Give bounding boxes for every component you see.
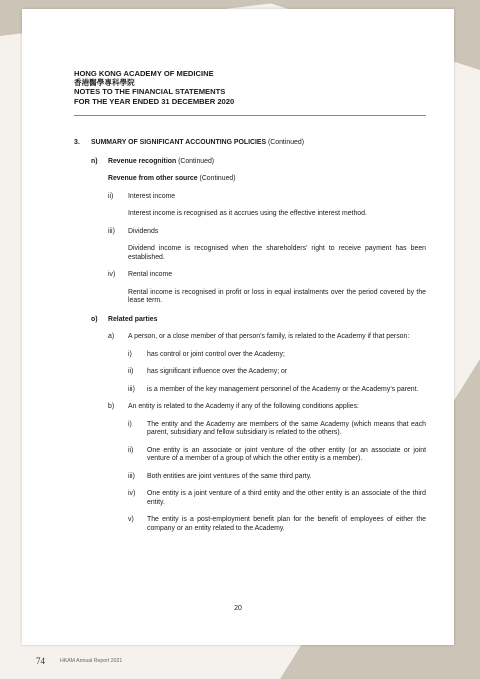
list-item [74, 333, 426, 342]
sub-list-item [74, 516, 426, 533]
policy-o-heading [74, 316, 426, 325]
report-page-number: 74 [36, 656, 45, 666]
sub-list-item [74, 421, 426, 438]
section-continued: (Continued) [268, 139, 305, 146]
policy-n-subheading [108, 175, 426, 184]
item-number: iii) [108, 227, 115, 235]
sub-item-number: iv) [128, 490, 136, 497]
item-text: An entity is related to the Academy if any of the following conditions applies: [128, 403, 359, 410]
sub-list-item [74, 490, 426, 507]
sub-list-item [74, 447, 426, 464]
policy-n-continued: (Continued) [178, 157, 215, 165]
sub-item-text: One entity is a joint venture of a third entity and the other entity is an associate of the third entity. [147, 490, 426, 506]
sub-item-text: The entity and the Academy are members of the same Academy (which means that each parent, subsidiary and fellow subsidiary is related to the others). [147, 420, 426, 436]
sub-list-item [74, 386, 426, 395]
report-title: HKAM Annual Report 2021 [60, 658, 123, 664]
sub-item-number: i) [128, 350, 132, 358]
document-page [22, 9, 454, 645]
list-item [74, 228, 426, 263]
section-number: 3. [74, 139, 80, 146]
sub-list-item [74, 368, 426, 377]
sub-list-item [74, 473, 426, 482]
sub-item-text: has significant influence over the Academy; or [147, 368, 288, 375]
subheading-title: Revenue from other source [108, 175, 198, 182]
list-item [74, 193, 426, 219]
sub-item-text: is a member of the key management personnel of the Academy or the Academy’s parent. [147, 385, 419, 393]
sub-item-number: v) [128, 516, 134, 523]
sub-item-text: The entity is a post-employment benefit plan for the benefit of employees of either the company or an entity related to the Academy. [147, 516, 426, 532]
policy-o-label: o) [91, 315, 98, 323]
sub-item-number: iii) [128, 385, 135, 393]
subheading-continued: (Continued) [199, 175, 236, 182]
document-header [74, 69, 234, 106]
header-divider [74, 115, 426, 116]
item-title: Interest income [128, 192, 176, 200]
policy-n-label: n) [91, 157, 98, 165]
doc-title: NOTES TO THE FINANCIAL STATEMENTS [74, 87, 226, 97]
sub-item-number: i) [128, 420, 132, 428]
item-number: b) [108, 403, 115, 410]
sub-item-number: iii) [128, 472, 135, 480]
sub-list-item [74, 351, 426, 360]
org-name-chinese: 香港醫學專科學院 [74, 78, 135, 88]
period: FOR THE YEAR ENDED 31 DECEMBER 2020 [74, 96, 235, 106]
page-number: 20 [234, 605, 242, 612]
org-name: HONG KONG ACADEMY OF MEDICINE [74, 69, 214, 78]
policy-n-title: Revenue recognition [108, 157, 177, 165]
sub-item-text: has control or joint control over the Academy; [147, 350, 285, 358]
list-item [74, 403, 426, 412]
item-text: Dividend income is recognised when the shareholders’ right to receive payment has been established. [128, 245, 426, 261]
item-text: Interest income is recognised as it accrues using the effective interest method. [128, 210, 367, 217]
sub-item-text: One entity is an associate or joint venture of the other entity (or an associate or joint venture of a member of a group of which the other entity is a member). [147, 446, 426, 462]
item-text: A person, or a close member of that person’s family, is related to the Academy if that person: [128, 333, 410, 340]
item-text: Rental income is recognised in profit or loss in equal instalments over the period covered by the lease term. [128, 288, 426, 304]
policy-o-title: Related parties [108, 315, 158, 323]
item-number: a) [108, 333, 115, 340]
item-title: Rental income [128, 271, 173, 278]
list-item [74, 271, 426, 306]
item-number: iv) [108, 271, 116, 278]
section-title: SUMMARY OF SIGNIFICANT ACCOUNTING POLICIES [91, 139, 267, 146]
sub-item-number: ii) [128, 446, 134, 454]
policy-n-heading [74, 158, 426, 167]
item-number: ii) [108, 192, 114, 200]
sub-item-number: ii) [128, 368, 134, 375]
section-heading [74, 139, 426, 148]
item-title: Dividends [128, 227, 159, 235]
sub-item-text: Both entities are joint ventures of the same third party. [147, 472, 312, 480]
notes-content [74, 139, 426, 533]
